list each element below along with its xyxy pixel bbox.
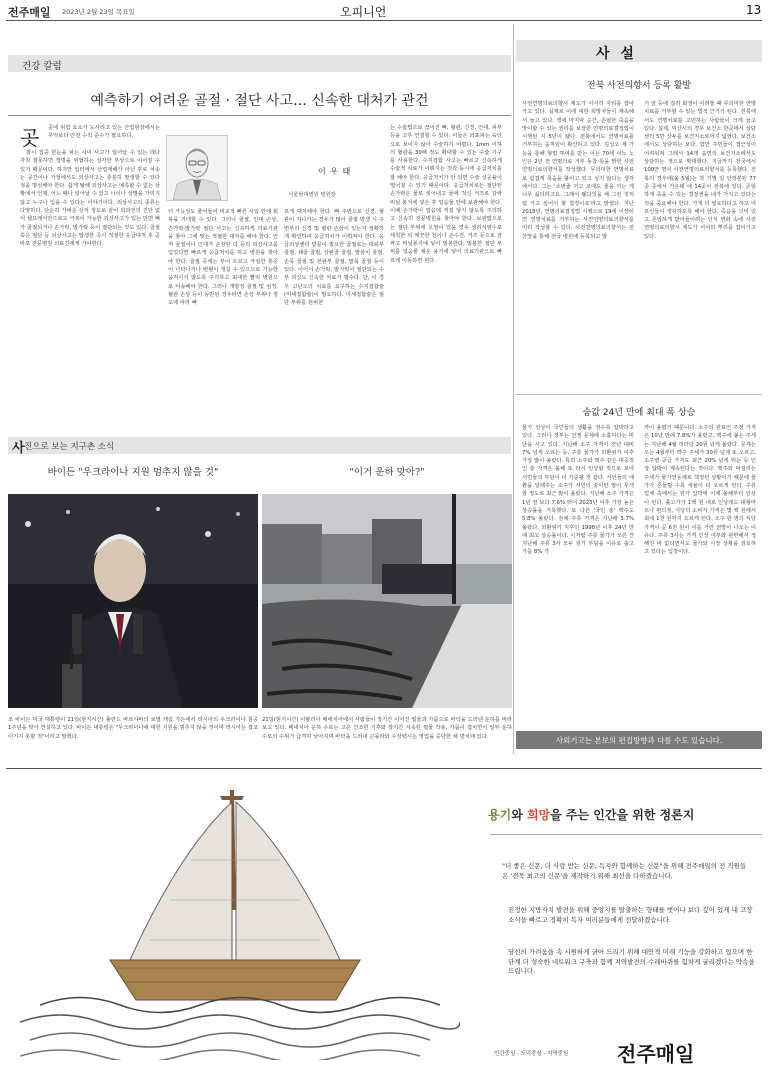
- editorial2-text-col1: 물가 인상이 국민들의 생활을 점수록 압박하고 있다. 그러나 정부는 전쟁 문제에 소홀하다는 비난을 사고 있다. 지난해 소주 가격이 전년 대비 7% 넘게 오르는 등, 주류 물가가 외환위기 이후 가장 많이 올랐다. 특히 소주와 맥주 같은 대중적인 술 가격은 올해 또 다시 인상할 것으로 보여 서민들의 부담이 더 가중될 것 같다. 서민들의 애환을 달래주는 소주가 서민의 술이란 말이 무색할 정도로 최근 많이 올랐다. 지난해 소주 가격은 1년 전 보다 7.6% 뛰어 2023년 이후 가장 높은 상승률을 기록했다. 또 다른 '국민 술' 맥주도 5.8% 올랐다. 전체 주류 가격은 지난해 5.7% 올랐다. 외환위기 직후인 1998년 이후 24년 만에 최고 상승률이다. 이처럼 주류 물가가 오른 건 지난해 주류 3사 모두 원가 부담을 이유로 출고가를 8% 가: [522, 425, 634, 556]
- photo-biden-speech: [8, 494, 258, 708]
- column-text-col3: 르게 대처해야 한다. 뼈 주변으로 신경, 혈관이 지나가는 경우가 많아 골절 방생 시 주변부의 신경 및 혈관 손상이 있는지 정확하게 확인하여 응급처치가 이뤄져야 한다. 응급외상센터 방문이 필요한 골절로는 대퇴부 골절, 쇄골 골절, 상완골 골절, 팔꿈치 골절, 손목 골절 및 전완부 골절, 발목 골절 등이 있다. 이어서 손가락, 발가락이 절단되는 수부 외상도 신속한 치료가 필수다. 단, 이 경우 고난도의 치료를 요구하는 수지접합술(미세접합술)이 필요하다. 미세접합술은 절단 부위를 원위한: [284, 209, 384, 307]
- editorial2-text-col2: 까이 올렸기 때문이다. 소주의 원료인 주정 가격은 10년 만에 7.8%가 올랐고, 맥주에 붙는 주세는 지난해 4월 리터당 20원 넘게 올랐다. 문제는 오는 4월부터 맥주 주세가 30원 넘게 또 오르고, 소주병 공급 가격도 최근 20% 넘게 뛰는 등 인상 압박이 계속된다는 것이다. 맥주와 막걸리는 주세가 물가연동제로 책정된 상황이기 때문에 물가가 흔들릴 수록 세율이 더 오르게 된다. 주류 업체 측에서는 원가 압박에 이제 올해부터 인상이 된다. 출고가가 1백 원 내로 인상돼도 대형마트나 편의점, 식당의 소비자 가격은 몇 백 원에서 최대 1천 원까지 오르게 된다. 소주 한 병의 식당 가격이 곧 6천 원이 이를 거란 전망이 나오는 이유다. 주류 3사는 가격 인상 여부와 관련해서 정해진 바 없다면서도 물가와 시장 상황을 검토하고 있다는 입장이다.: [644, 425, 756, 556]
- disclaimer-bar: [516, 731, 762, 749]
- editorial1-title: 전북 사전의향서 등록 활발: [586, 81, 692, 91]
- author-name: 이 우 태: [318, 167, 352, 176]
- editorial-divider: [516, 394, 762, 395]
- editorial-section-title: 사 설: [596, 46, 637, 62]
- editorial1-text-col2: 기 앞 등에 걸려 회생이 어려울 때 무의미한 연명치료를 거부할 수 있는 법적 근거가 된다. 전북에서도 연명치료를 고민하는 사람들이 크게 늘고 있다. 실제, 익산시의 경우 보건소 한곳에서 상담센터 5만 상두를 보건지소로까지 넓혔다. 보건소에서도 상담하는 보다, 함만 주민들이 접근성이 어려워져 그래서 14개 읍면의 보건지소에서도 상담하는 것으로 확대했다. 지금까지 전국에서 100만 명이 사전연명의료의향서를 등록했다. 전북의 경우에(올 5월)는 작 기별 일 인정분된 77곳 중에서 가운데 에 14곳이 전북에 있다. 존엄하게 죽을 수 있는 결정권을 내가 가지고 있다는 것을 중요해야 한다. 가개 더 필요하다고 하고 어르신들이 생각하도록 해야 한다. 죽음을 의미 있고 존엄하게 받아들이려는 인식 변화 속에 사전연명의료의향서 제도가 서서히 뿌리를 잡아가고 있다.: [644, 101, 756, 240]
- page-number: 13: [746, 3, 762, 17]
- photo-news-header-text: 진으로 보는 지구촌 소식: [24, 442, 115, 452]
- header-rule: [6, 20, 762, 21]
- column-lead-text: 곳에 위험 요소가 도사리고 있는 산업현장에서는 무엇보다 안전 수칙 준수가 필요하다.: [48, 125, 160, 140]
- photo-news-header: [8, 437, 511, 454]
- drop-cap: 곳: [20, 126, 40, 150]
- column-title: 예측하기 어려운 골절 · 절단 사고… 신속한 대처가 관건: [90, 93, 429, 109]
- column-text-col1: 잠시 집중 한눈을 파는 사이 사고가 일어날 수 있는 데다 자칫 잘못하면 생명을 위협하는 심각한 부상으로 이어질 수 있기 때문이다. 하지만 일터에서 산업재해가 아닌 후로 치솟는 공간이나 가정에서도 외상사고는 충분히 발생할 수 있다 점을 명심해야 한다. 쉽게 탈해 외상사고는 예측할 수 없는 상황에서 언제, 어느 때나 일어날 수 있고 나이나 성별을 가리지 않고 누구나 입을 수 있다는 이야기이다. 외상사고의 종류는 다양하다. 단순히 가벼운 상처 정도로 끝이 외과전의 진단 없이 셀프케어만으로도 극복이 가능한 외상사고가 있는 반면 뼈가 골절되거나 손가락, 발가락 등이 절단되는 것도 있다. 골절 혹은 절단 등 외상사고는 발생한 즉시 적절한 응급대처 후 곧바로 전문병원 의료진에게 가야한다.: [20, 150, 160, 248]
- photo1-description: 조 바이든 미국 대통령이 21일(현지시간) 폴란드 바르샤바의 로열 캐슬 가든에서 러시아의 우크라이나 침공 1주년을 맞아 연설하고 있다. 바이든 대통령은 "우크라이나에 대한 지원을 멈추지 않을 것이며 러시아는 결코 이기지 못할 것"이라고 말했다.: [8, 717, 258, 740]
- page-divider: [513, 24, 514, 754]
- photo-news-header-initial: 사: [12, 441, 25, 456]
- issue-date: 2023년 2월 23일 목요일: [62, 8, 135, 16]
- column-title-rule: [8, 115, 511, 116]
- slogan-part-rest: 을 주는 인간을 위한 정론지: [550, 808, 695, 822]
- slogan-part-and: 와: [511, 808, 527, 822]
- photo2-headline: "이거 운하 맞아?": [349, 467, 425, 478]
- editorial-header-bar: [516, 40, 762, 62]
- pledge-paragraph-3: 당신의 가려움을 속 시원하게 긁어 드리기 위해 대안적 미래 기능을 강화하고 있으며 한 단계 더 성숙한 네트워크 구축과 함께 지역발전의 수레바퀴를 힘차게 굴리겠다는 약속을 드립니다.: [508, 948, 755, 975]
- section-name: 오피니언: [340, 5, 387, 19]
- editorial2-title: 숨값 24년 만에 최대 폭 상승: [582, 408, 696, 418]
- pledge-paragraph-2: 진정한 지방자치 발전을 위해 중앙지를 탈출하는 형태를 벗어나 보다 깊이 있게 내 고장 소식을 빠르고 정확히 독자 여러분들에게 전달하겠습니다.: [508, 906, 753, 924]
- column-category-bar: [8, 55, 511, 72]
- campaign-slogan: [488, 806, 694, 823]
- photo-venice-canal: [262, 494, 512, 708]
- pledge-paragraph-1: "더 좋은 신문, 더 사랑 받는 신문, 독자와 함께하는 신문"을 위해 전주매일의 전 직원들은 '전북 최고의 신문'을 제작하기 위해 최선을 다하겠습니다.: [502, 862, 747, 880]
- footer-motto: 인간중심 · 도덕중심 · 지역중심: [494, 1051, 569, 1057]
- slogan-word-courage: 용기: [488, 808, 512, 822]
- footer-logo: 전주매일: [617, 1042, 695, 1066]
- column-text-col4: 는 수술법으로 끊어진 뼈, 혈관, 신경, 인대, 피부 등을 고루 연결할 수 있다. 이들은 외표피는 육안으로 보이지 않아 수술하기 어렵다. 1mm 이하의 혈관을 30배 정도 확대할 수 있는 수술 기구를 사용한다. 수지접합 사고는 빠르고 신속하게 수술적 치료가 이뤄지는 것과 동시에 응급처치를 잘 해야 한다. 응급처치가 안 되면 수술 성공률이 떨어질 수 있기 때문이다. 응급처치로는 절단된 손가락은 물로 씻어내고 물에 적신 거즈로 감싸 비닐 봉지에 넣은 후 얼음물 안에 보관해야 한다. 이때 손가락이 얼음에 직접 닿지 않도록 주의하고 신속히 전문병원을 찾아야 한다. 보관법으로는 절단 부위에 오염이 있을 경우 생리식염수로 세척한 뒤 깨끗한 천이나 손수건, 거즈 등으로 감싸고 비닐봉지에 넣어 밀봉한다. 밀봉한 절단 부위를 얼음물 채운 용기에 넣어 의료기관으로 빠르게 이동하면 된다.: [390, 125, 502, 264]
- editorial1-text-col1: 사전연명의료의향서 제도가 서서히 자리를 잡아가고 있다. 실제로 이에 대한 희망자들이 계속해서 늘고 있다. 생애 마지막 순간, 존엄한 죽음을 맞이할 수 있는 권리를 보장한 연명의료결정법이 시행된 지 5년이 됐다. 전북에서도 연명치료를 거부하는 움직임이 확산하고 있다. 김성오 제 가능을 통해 형벌 투여를 받는 이는 70세 이노 노인은 2년 전 연명의료 거부 동참 뜻을 밝힌 사전연명의료의향서를 작성했다. 무의미한 연명치료로 힘겹게 목숨을 붙이고 있고 싶지 않다는 생각에서다. 그는 '소변줄 끼고 코에도 줄을 끼는 게 너무 싫더라고요. 그래서 웰다잉을 해 그런 것처럼 가고 싶어서 할 결정이죠'라고 밝혔다. 지난 2018년, 연명의료결정법 시행으로 19세 이상이면 연명치료를 거부하는 사전연명의료의향서를 미리 작성할 수 있다. 사전연명의료의향서는 전산망을 통해 전국 병원에 등록되고 말: [522, 101, 634, 240]
- column-category: 건강 칼럼: [22, 61, 62, 72]
- author-role: 서울현대병원 병원장: [288, 192, 336, 198]
- slogan-word-hope: 희망: [526, 808, 551, 822]
- photo1-headline: 바이든 "우크라이나 지원 멈추지 않을 것": [47, 467, 219, 478]
- photo2-description: 21일(현지시간) 이탈리아 베네치아에서 사람들이 장기간 이어진 썰물과 가뭄으로 바닥을 드러낸 운하를 바라보고 있다. 베네치아 운하 수로는 고온 건조한 기후와 장기간 지속된 썰물 작용, 가뭄이 겹치면서 일부 운하 수로의 수위가 급격히 낮아지며 바닥을 드러내 곤돌라와 수상택시는 영업을 중단한 채 방치돼 있다.: [262, 717, 512, 740]
- masthead-logo: 전주매일: [8, 6, 51, 19]
- disclaimer-text: 사외기고는 본보의 편집방향과 다를 수도 있습니다.: [555, 736, 723, 745]
- slogan-rule: [490, 834, 762, 835]
- bottom-section-rule: [6, 768, 762, 769]
- column-text-col2: 터 가능성도 줄어들어 비교적 빠른 시일 안에 회복을 기대할 수 있다. 그러나 골절, 인대 손상, 손가락·발가락 절단 사고는 신속하게 의료기관을 찾아 그에 맞는 적절한 대처를 해야 한다. 먼저 골절이나 인대가 손상된 다 등의 외상사고를 입었다면 빠르게 응급처치를 하고 병원을 찾아야 한다. 골절 증세는 부어 오르고 극심한 통증이 나타나거나 변형이 생길 수 있으므로 가능한 움직이지 않도록 주의하고 최대한 빨리 병원으로 이송해야 한다. 그러나 개방성 골절 및 심정, 혈관 손상 등이 동반된 경우라면 손상 부위나 정도에 따라 빠: [168, 209, 278, 307]
- author-portrait: [166, 135, 228, 201]
- ship-illustration: [20, 790, 460, 1060]
